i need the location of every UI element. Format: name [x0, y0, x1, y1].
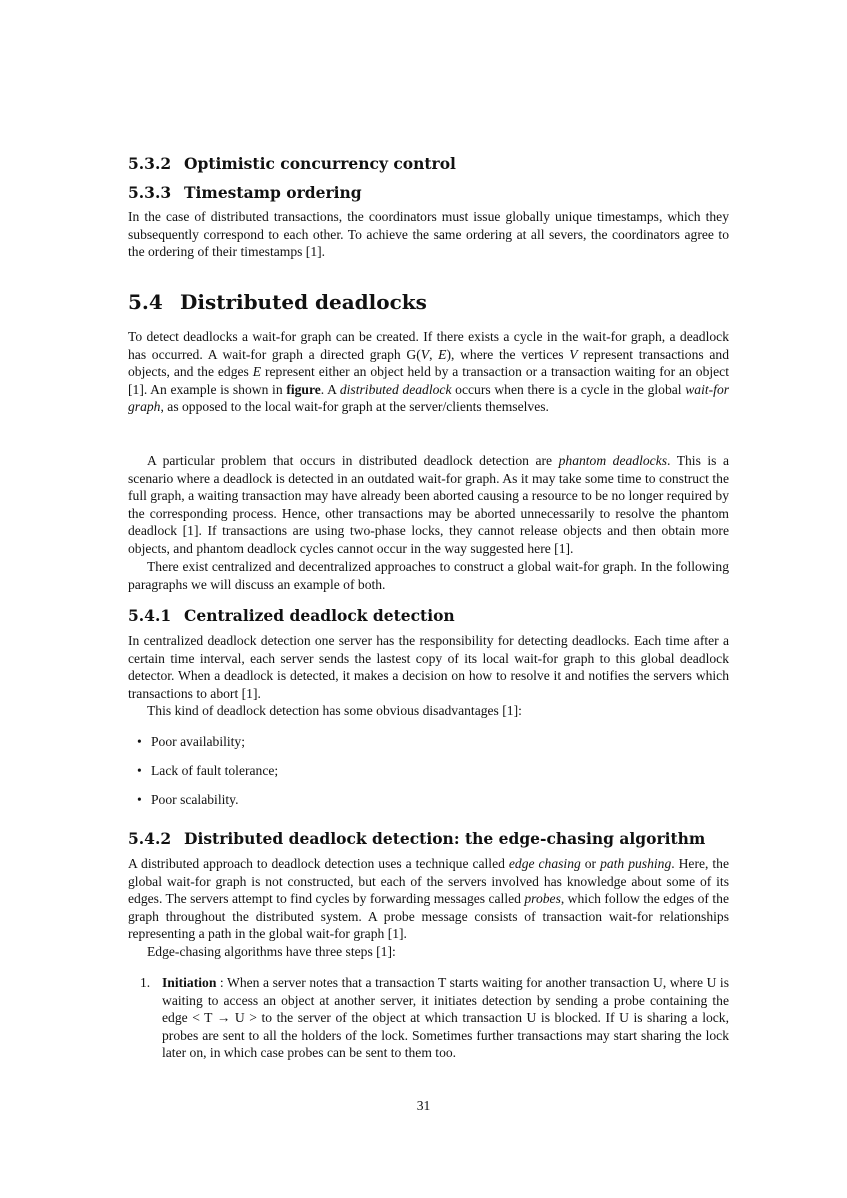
- list-item: [128, 733, 278, 762]
- list-item: [128, 791, 278, 820]
- paragraph-edge-chasing: [128, 855, 729, 943]
- math-var: V: [569, 346, 578, 362]
- math-var: E: [252, 364, 262, 380]
- text-run: A particular problem that occurs in distributed deadlock detection are: [147, 453, 559, 468]
- paragraph-phantom-deadlocks: [128, 452, 729, 558]
- text-run: : When a server notes that a transaction T starts waiting for another transaction U, where U is waiting to access an object at another server, it initiates detection by sending a probe containing the edge: [162, 975, 729, 1026]
- emphasis: distributed deadlock: [339, 381, 452, 397]
- paragraph-approaches: There exist centralized and decentralized approaches to construct a global wait-for graph. In the following paragraphs we will discuss an example of both.: [128, 559, 729, 592]
- section-number: 5.4: [128, 290, 163, 314]
- list-number: 1.: [140, 975, 151, 990]
- math-edge: < T → U >: [192, 1010, 257, 1026]
- list-item-text: Lack of fault tolerance;: [151, 763, 279, 778]
- paragraph-three-steps: Edge-chasing algorithms have three steps [1]:: [147, 944, 396, 959]
- emphasis: probes: [524, 891, 561, 907]
- emphasis: edge chasing: [508, 856, 581, 871]
- heading-5-4-2: [128, 829, 705, 848]
- section-title: Centralized deadlock detection: [184, 606, 455, 625]
- figure-ref: figure: [286, 381, 321, 397]
- heading-5-4-1: [128, 606, 455, 625]
- paragraph-deadlocks-intro: [128, 328, 729, 416]
- emphasis: phantom deadlocks: [558, 453, 668, 468]
- text-run: . This is a scenario where a deadlock is detected in an outdated wait-for graph. As it may take some time to construct the full graph, a waiting transaction may have already been aborted causing a resource to be no longer required by the corresponding process. Hence, other transactions may be aborted unnecessarily to resolve the phantom deadlock [1]. If transactions are using two-phase locks, they cannot release objects and then obtain more objects, and phantom deadlock cycles cannot occur in the way suggested here [1].: [128, 453, 729, 556]
- text-run: to the server of the object at which transaction U is blocked. If U is sharing a lock, probes are sent to all the holders of the lock. Sometimes further transactions may start sharing the lock later on, in which case probes can be sent to them too.: [162, 1010, 729, 1061]
- text-run: occurs when there is a cycle in the global: [451, 381, 686, 397]
- text-run: To detect deadlocks a wait-for graph can be created. If there exists a cycle in the wait-for graph, a deadlock has occurred. A wait-for graph a directed graph G(: [128, 329, 729, 362]
- text-run: ), where the vertices: [446, 346, 570, 362]
- heading-5-3-3: [128, 183, 362, 202]
- page-number: 31: [416, 1098, 431, 1113]
- math-var: V: [420, 346, 430, 362]
- text-run: , which follow the edges of the graph throughout the distributed system. A probe message consists of transaction wait-for relationships representing a path in the global wait-for graph [1].: [128, 891, 729, 942]
- text-run: or: [580, 856, 601, 871]
- text-run: represent transactions and objects, and the edges: [128, 346, 730, 380]
- emphasis: path pushing: [600, 856, 672, 871]
- disadvantages-list: [128, 733, 278, 820]
- section-number: 5.4.1: [128, 606, 172, 625]
- step-term: Initiation: [162, 975, 217, 990]
- text-run: . Here, the global wait-for graph is not constructed, but each of the servers involved has knowledge about some of its edges. The servers attempt to find cycles by forwarding messages called: [128, 856, 729, 907]
- section-number: 5.3.3: [128, 183, 172, 202]
- paragraph-centralized: In centralized deadlock detection one server has the responsibility for detecting deadlocks. Each time after a certain time interval, each server sends the lastest copy of its local wait-for graph to this global deadlock detector. When a deadlock is detected, it makes a decision on how to resolve it and notifies the servers which transactions to abort [1].: [128, 633, 729, 701]
- paragraph-timestamp-ordering: In the case of distributed transactions, the coordinators must issue globally unique timestamps, which they subsequently correspond to each other. To achieve the same ordering at all severs, the coordinators agree to the ordering of their timestamps [1].: [128, 209, 729, 260]
- list-item-text: Poor scalability.: [151, 792, 239, 807]
- heading-5-3-2: [128, 154, 456, 173]
- list-item-text: Poor availability;: [151, 734, 246, 749]
- math-var: E: [438, 346, 447, 362]
- text-run: A distributed approach to deadlock detection uses a technique called: [128, 856, 509, 871]
- section-title: Distributed deadlock detection: the edge-chasing algorithm: [184, 829, 706, 848]
- section-number: 5.3.2: [128, 154, 172, 173]
- bullet-icon: •: [137, 763, 142, 778]
- list-item: [128, 762, 278, 791]
- section-title: Optimistic concurrency control: [184, 154, 456, 173]
- bullet-icon: •: [137, 734, 142, 749]
- section-title: Distributed deadlocks: [180, 290, 427, 314]
- text-run: represent either an object held by a transaction or a transaction waiting for an object [1]. An example is shown in: [128, 364, 729, 397]
- steps-list: [128, 974, 729, 1062]
- bullet-icon: •: [137, 792, 142, 807]
- paragraph-disadvantages: This kind of deadlock detection has some obvious disadvantages [1]:: [147, 703, 522, 718]
- emphasis: wait-for graph: [128, 381, 730, 415]
- text-run: ,: [429, 346, 439, 362]
- heading-5-4: [128, 290, 427, 314]
- text-run: . A: [320, 381, 340, 397]
- section-title: Timestamp ordering: [184, 183, 362, 202]
- text-run: , as opposed to the local wait-for graph at the server/clients themselves.: [160, 399, 549, 415]
- list-item: [128, 974, 729, 1062]
- section-number: 5.4.2: [128, 829, 172, 848]
